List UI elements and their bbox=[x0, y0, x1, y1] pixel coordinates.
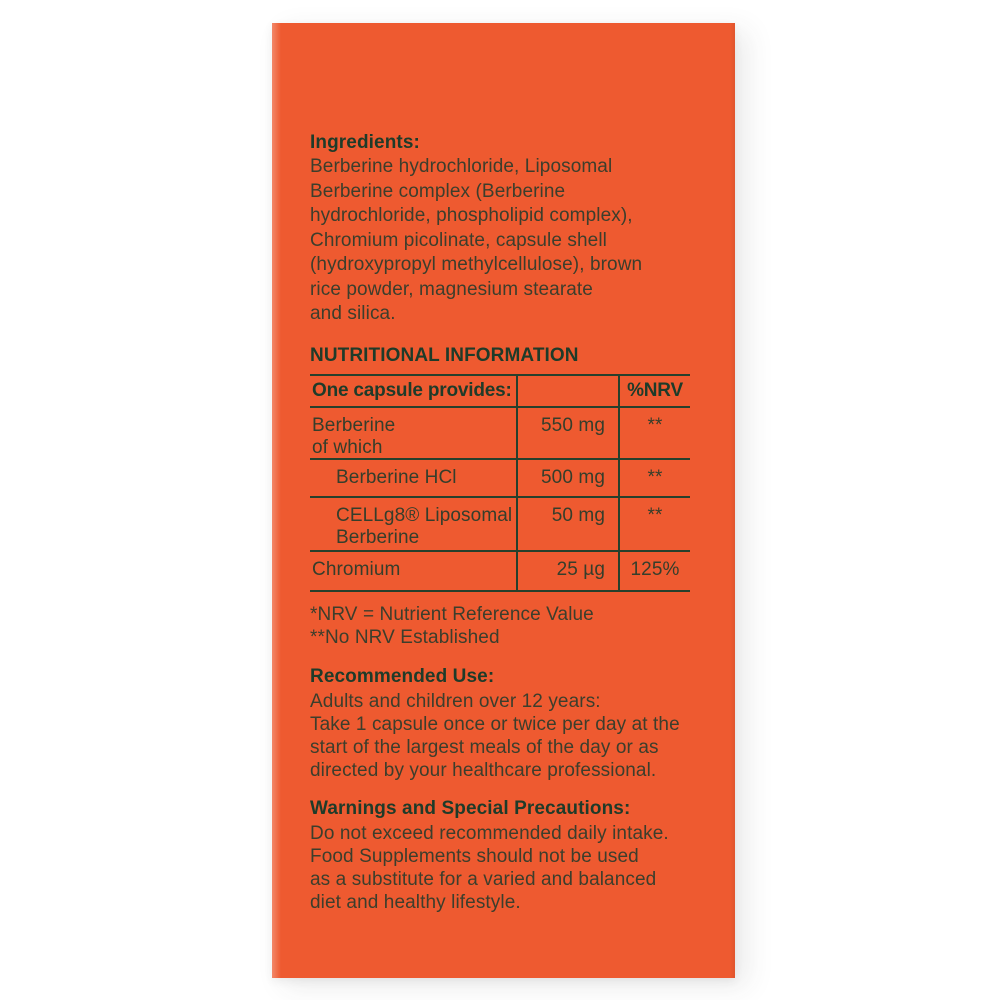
warnings-heading: Warnings and Special Precautions: bbox=[310, 798, 631, 819]
table-row bbox=[310, 408, 690, 460]
nrv-footnotes bbox=[310, 603, 594, 649]
recommended-use-line: start of the largest meals of the day or as bbox=[310, 737, 659, 758]
nutrient-nrv: ** bbox=[618, 498, 690, 550]
table-header-row bbox=[310, 376, 690, 408]
nutrient-amount: 25 µg bbox=[516, 552, 618, 590]
nutrient-name bbox=[310, 408, 516, 459]
recommended-use-line: Take 1 capsule once or twice per day at the bbox=[310, 714, 680, 735]
supplement-box-panel bbox=[272, 23, 735, 978]
warnings-line: Do not exceed recommended daily intake. bbox=[310, 823, 669, 844]
nutrient-nrv: 125% bbox=[618, 552, 690, 590]
nutrient-name: Berberine HCl bbox=[336, 467, 457, 488]
table-row bbox=[310, 498, 690, 552]
nutrition-table bbox=[310, 374, 690, 592]
warnings-section bbox=[310, 797, 669, 914]
nutrient-amount: 550 mg bbox=[516, 408, 618, 459]
ingredients-line: Berberine hydrochloride, Liposomal bbox=[310, 156, 613, 177]
ingredients-line: Berberine complex (Berberine bbox=[310, 180, 566, 202]
ingredients-heading: Ingredients: bbox=[310, 132, 420, 153]
nutrient-amount: 500 mg bbox=[516, 460, 618, 496]
nutrient-name-line: CELLg8® Liposomal bbox=[336, 505, 513, 526]
table-header-amount bbox=[516, 376, 618, 406]
nutrition-section-title bbox=[310, 344, 579, 368]
ingredients-section bbox=[310, 131, 642, 327]
warnings-line: Food Supplements should not be used bbox=[310, 846, 639, 867]
recommended-use-section bbox=[310, 665, 680, 782]
warnings-line: diet and healthy lifestyle. bbox=[310, 892, 521, 913]
nutrient-nrv: ** bbox=[618, 408, 690, 459]
recommended-use-line: directed by your healthcare professional. bbox=[310, 760, 657, 781]
nutrition-table-grid bbox=[310, 374, 690, 592]
footnote-line: *NRV = Nutrient Reference Value bbox=[310, 604, 594, 625]
nutrient-name bbox=[310, 498, 516, 550]
ingredients-line: and silica. bbox=[310, 303, 396, 324]
ingredients-line: (hydroxypropyl methylcellulose), brown bbox=[310, 254, 643, 275]
recommended-use-line: Adults and children over 12 years: bbox=[310, 691, 601, 712]
recommended-use-heading: Recommended Use: bbox=[310, 666, 495, 687]
nutrient-name-line: of which bbox=[312, 437, 383, 458]
nutrient-amount: 50 mg bbox=[516, 498, 618, 550]
table-header-nrv: %NRV bbox=[618, 376, 690, 406]
nutrition-heading: NUTRITIONAL INFORMATION bbox=[310, 345, 579, 366]
ingredients-line: rice powder, magnesium stearate bbox=[310, 278, 593, 300]
warnings-line: as a substitute for a varied and balanced bbox=[310, 869, 657, 890]
nutrient-name: Chromium bbox=[312, 559, 401, 580]
footnote-line: **No NRV Established bbox=[310, 627, 500, 648]
table-header-provides: One capsule provides: bbox=[312, 380, 512, 401]
table-row bbox=[310, 552, 690, 590]
nutrient-name-line: Berberine bbox=[336, 527, 420, 548]
ingredients-line: hydrochloride, phospholipid complex), bbox=[310, 205, 633, 226]
table-row bbox=[310, 460, 690, 498]
ingredients-line: Chromium picolinate, capsule shell bbox=[310, 229, 607, 251]
nutrient-nrv: ** bbox=[618, 460, 690, 496]
nutrient-name-line: Berberine bbox=[312, 415, 396, 436]
